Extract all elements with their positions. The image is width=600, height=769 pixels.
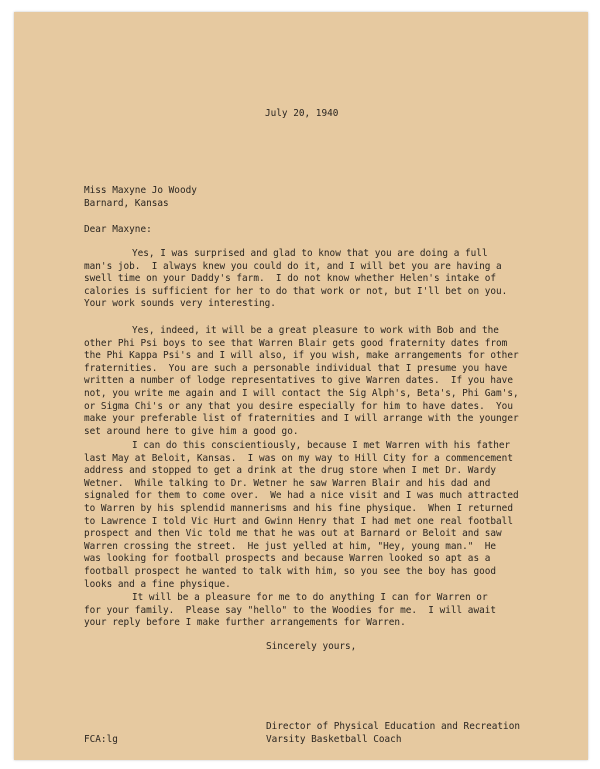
paragraph-line: the Phi Kappa Psi's and I will also, if you wish, make arrangements for other bbox=[84, 350, 519, 362]
paragraph-line: signaled for them to come over. We had a nice visit and I was much attracted bbox=[84, 490, 519, 502]
paragraph-line: swell time on your Daddy's farm. I do not know whether Helen's intake of bbox=[84, 273, 497, 285]
recipient-address: Barnard, Kansas bbox=[84, 198, 169, 209]
signature-title: Director of Physical Education and Recreation bbox=[266, 721, 520, 732]
paragraph-line: It will be a pleasure for me to do anything I can for Warren or bbox=[132, 592, 488, 603]
paragraph-line: football prospect he wanted to talk with him, so you see the boy has good bbox=[84, 565, 497, 577]
paragraph-line: Yes, indeed, it will be a great pleasure to work with Bob and the bbox=[132, 325, 499, 336]
salutation: Dear Maxyne: bbox=[84, 224, 152, 235]
paragraph-line: or Sigma Chi's or any that you desire especially for him to have dates. You bbox=[84, 400, 513, 412]
paragraph-line: last May at Beloit, Kansas. I was on my way to Hill City for a commencement bbox=[84, 452, 513, 464]
paragraph-line: Yes, I was surprised and glad to know that you are doing a full bbox=[132, 248, 488, 259]
paragraph-line: other Phi Psi boys to see that Warren Blair gets good fraternity dates from bbox=[84, 337, 508, 349]
paragraph-line: Your work sounds very interesting. bbox=[84, 298, 276, 310]
typist-initials: FCA:lg bbox=[84, 734, 118, 745]
paragraph-line: to Warren by his splendid mannerisms and his fine physique. When I returned bbox=[84, 502, 513, 514]
paragraph-line: set around here to give him a good go. bbox=[84, 425, 299, 437]
paragraph-line: looks and a fine physique. bbox=[84, 578, 231, 590]
paragraph-line: for your family. Please say "hello" to the Woodies for me. I will await bbox=[84, 604, 497, 616]
recipient-name: Miss Maxyne Jo Woody bbox=[84, 185, 197, 196]
paragraph-line: your reply before I make further arrangements for Warren. bbox=[84, 617, 406, 629]
paragraph-line: fraternities. You are such a personable individual that I presume you have bbox=[84, 362, 508, 374]
paragraph-line: Warren crossing the street. He just yelled at him, "Hey, young man." He bbox=[84, 540, 497, 552]
paragraph-line: calories is sufficient for her to do that work or not, but I'll bet on you. bbox=[84, 285, 508, 297]
paragraph-line: to Lawrence I told Vic Hurt and Gwinn Henry that I had met one real football bbox=[84, 515, 513, 527]
signature-subtitle: Varsity Basketball Coach bbox=[266, 734, 402, 745]
paragraph-line: written a number of lodge representatives to give Warren dates. If you have bbox=[84, 375, 513, 387]
letter-date: July 20, 1940 bbox=[265, 108, 339, 119]
paragraph-line: not, you write me again and I will contact the Sig Alph's, Beta's, Phi Gam's, bbox=[84, 387, 519, 399]
paragraph-line: Wetner. While talking to Dr. Wetner he saw Warren Blair and his dad and bbox=[84, 477, 491, 489]
paragraph-line: was looking for football prospects and because Warren looked so apt as a bbox=[84, 553, 491, 565]
letter-page bbox=[14, 12, 588, 760]
paragraph-1 bbox=[14, 248, 588, 311]
paragraph-line: make your preferable list of fraternities and I will arrange with the younger bbox=[84, 413, 519, 425]
closing: Sincerely yours, bbox=[266, 641, 357, 652]
paragraph-line: man's job. I always knew you could do it, and I will bet you are having a bbox=[84, 260, 502, 272]
paragraph-4 bbox=[14, 592, 588, 630]
paragraph-line: I can do this conscientiously, because I met Warren with his father bbox=[132, 440, 511, 451]
paragraph-line: prospect and then Vic told me that he was out at Barnard or Beloit and saw bbox=[84, 528, 502, 540]
paragraph-line: address and stopped to get a drink at the drug store when I met Dr. Wardy bbox=[84, 465, 497, 477]
paragraph-2 bbox=[14, 325, 588, 438]
paragraph-3 bbox=[14, 440, 588, 591]
